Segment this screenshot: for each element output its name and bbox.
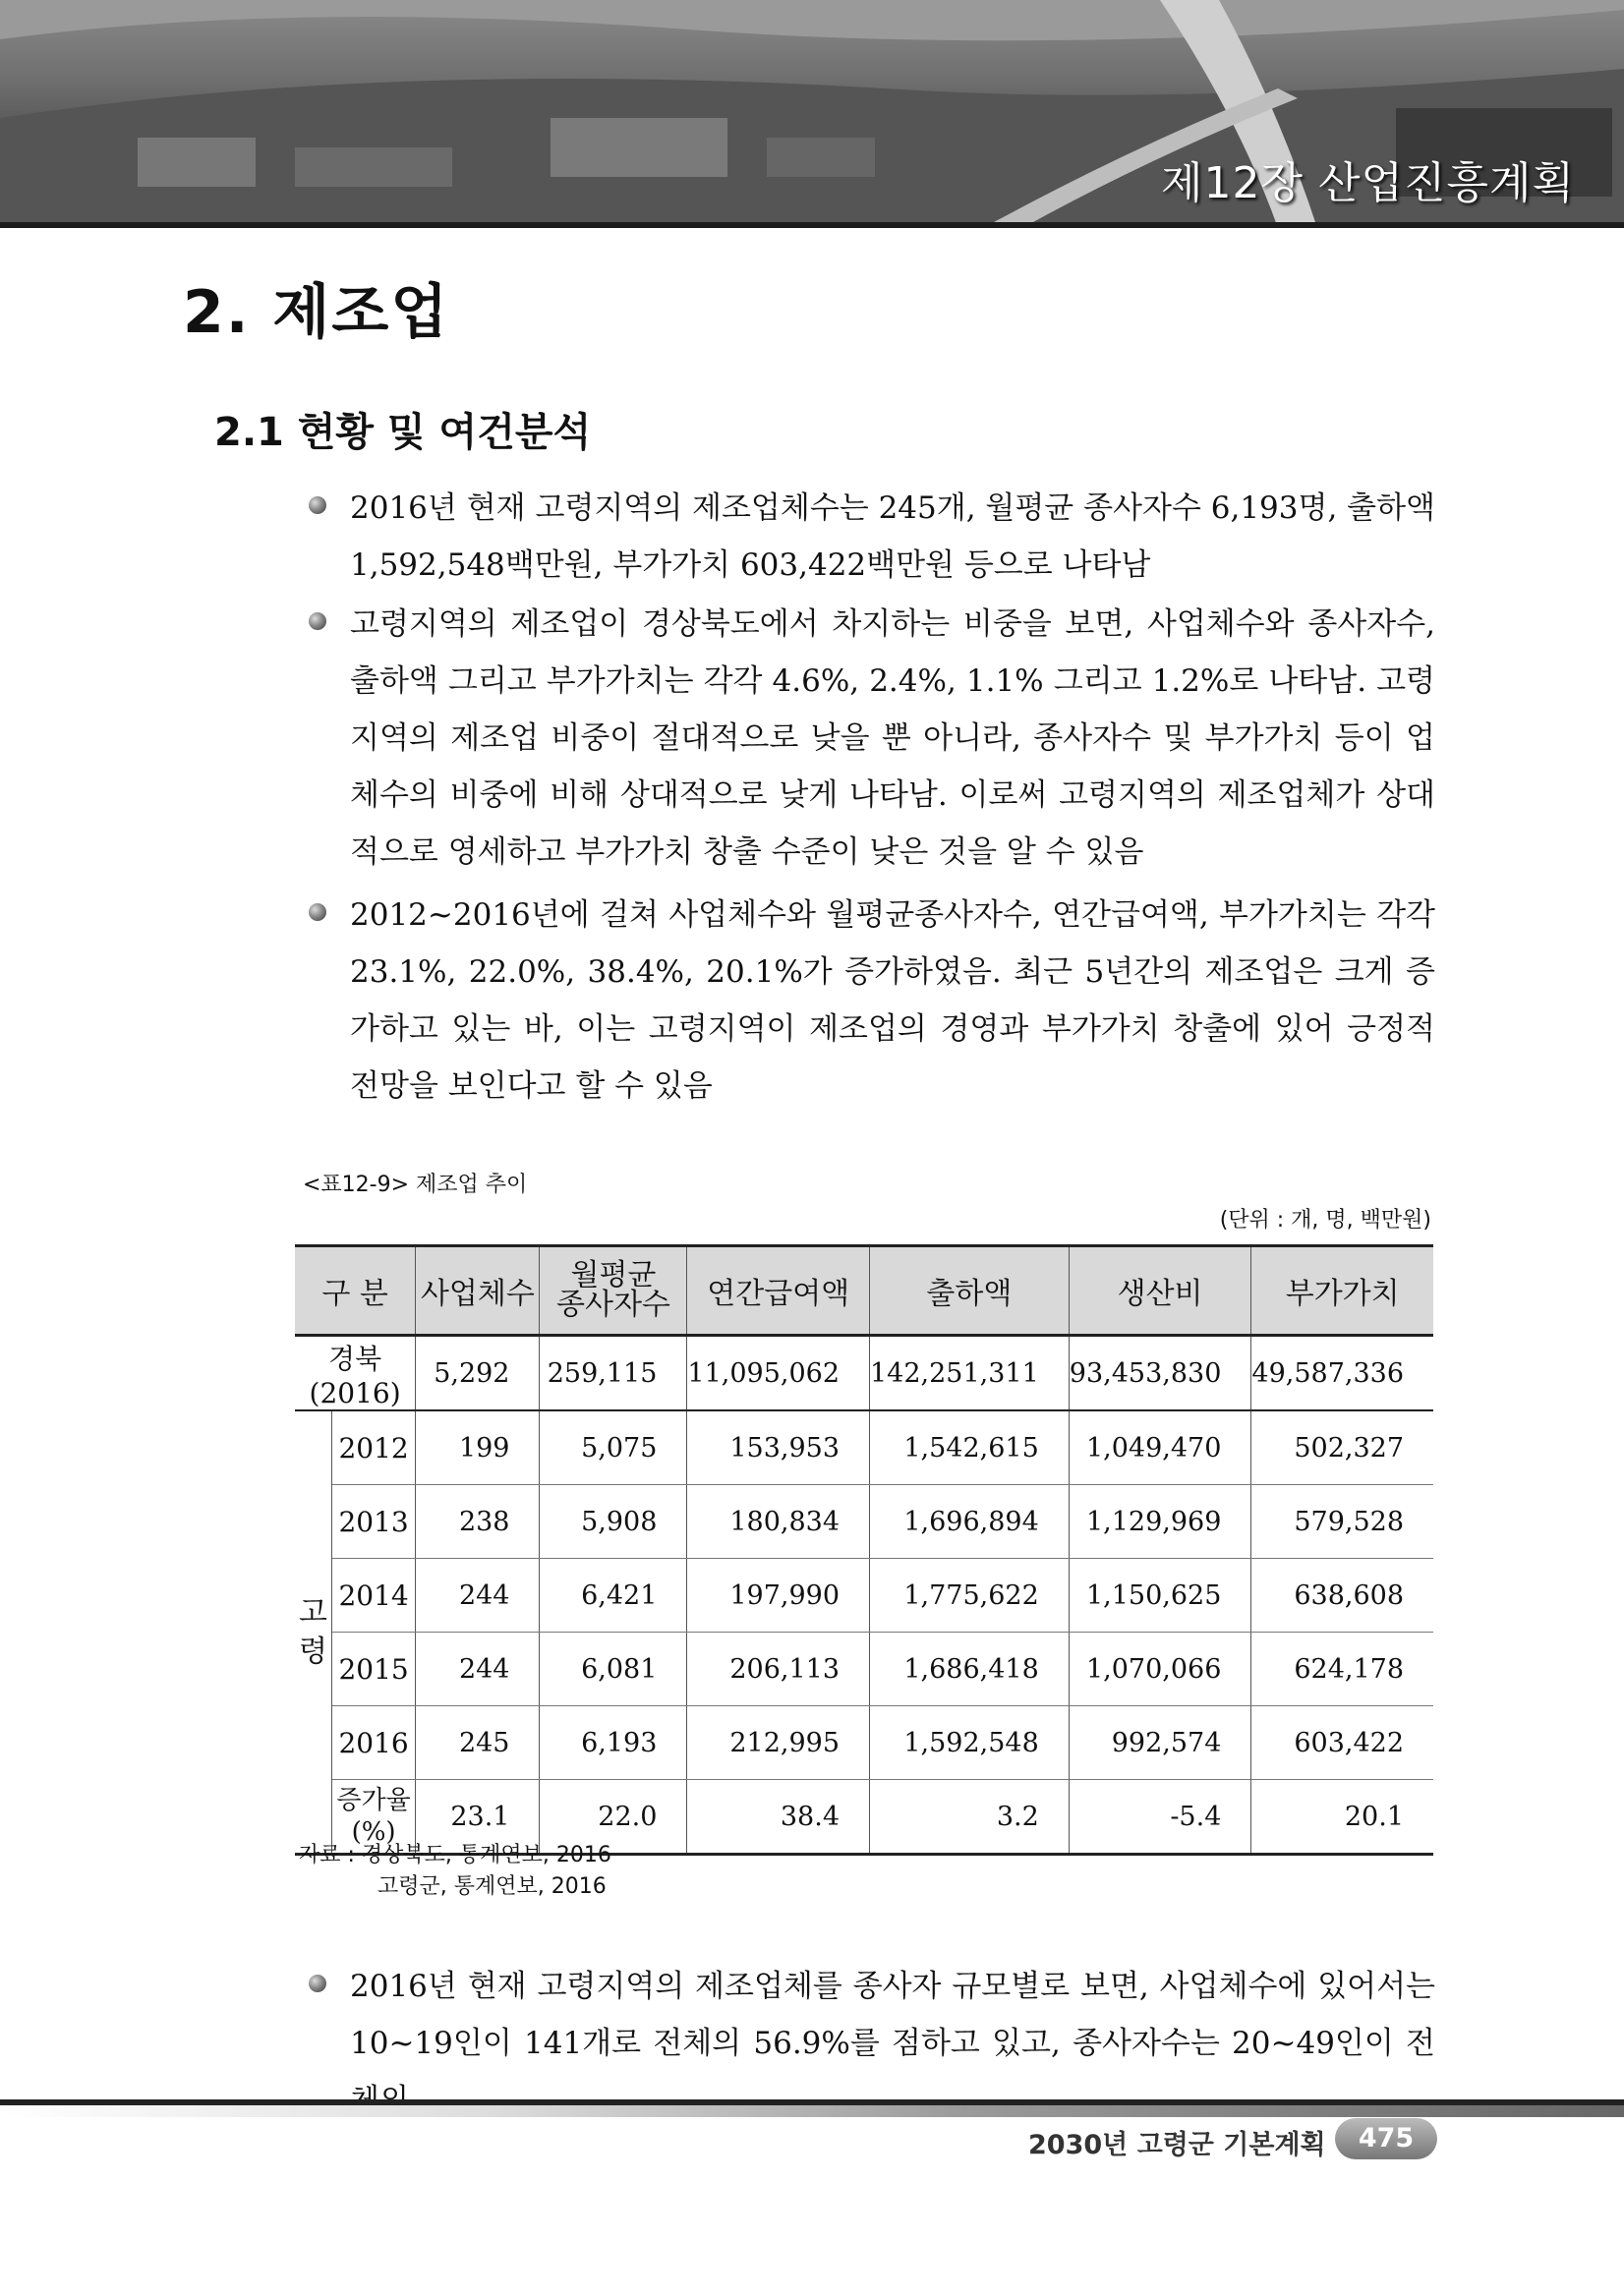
- header-divider: [0, 222, 1624, 228]
- table-cell: 1,070,066: [1069, 1633, 1251, 1706]
- table-cell: 245: [416, 1706, 540, 1780]
- table-row: [295, 1559, 1433, 1633]
- table-cell: 1,542,615: [870, 1410, 1070, 1485]
- table-row: [295, 1633, 1433, 1706]
- page-number-badge: 475: [1335, 2118, 1437, 2159]
- footer-shade: [0, 2105, 1624, 2117]
- table-cell: 180,834: [687, 1485, 870, 1559]
- table-cell: 1,129,969: [1069, 1485, 1251, 1559]
- table-cell: 244: [416, 1559, 540, 1633]
- table-header-row: [295, 1246, 1433, 1336]
- bullet-paragraph: [309, 480, 1435, 594]
- side-label-char: 고: [298, 1594, 327, 1630]
- table-cell: 38.4: [687, 1780, 870, 1855]
- table-cell: 3.2: [870, 1780, 1070, 1855]
- row-year: 2012: [331, 1410, 415, 1485]
- table-cell: 11,095,062: [687, 1336, 870, 1411]
- row-year: 2015: [331, 1633, 415, 1706]
- table-cell: 624,178: [1251, 1633, 1433, 1706]
- table-cell: 5,075: [540, 1410, 687, 1485]
- table-source: [299, 1840, 611, 1903]
- table-cell: 5,292: [416, 1336, 540, 1411]
- table-cell: 1,049,470: [1069, 1410, 1251, 1485]
- table-cell: 206,113: [687, 1633, 870, 1706]
- table-cell: 5,908: [540, 1485, 687, 1559]
- table-row: [295, 1706, 1433, 1780]
- header-production-cost: 생산비: [1069, 1246, 1251, 1336]
- source-line: 자료 : 경상북도, 통계연보, 2016: [299, 1843, 611, 1867]
- paragraph-text: 2012~2016년에 걸쳐 사업체수와 월평균종사자수, 연간급여액, 부가가치는 각각 23.1%, 22.0%, 38.4%, 20.1%가 증가하였음. 최근 5년간의 제조업은 크게 증가하고 있는 바, 이는 고령지역이 제조업의 경영과 부가가치 창출에 있어 긍정적 전망을 보인다고 할 수 있음: [350, 897, 1435, 1104]
- table-cell: 1,686,418: [870, 1633, 1070, 1706]
- table-cell: 259,115: [540, 1336, 687, 1411]
- table-row-gyeongbuk: [295, 1336, 1433, 1411]
- chapter-title: 제12장 산업진흥계획: [1160, 158, 1575, 208]
- table-cell: 1,696,894: [870, 1485, 1070, 1559]
- header-value-added: 부가가치: [1251, 1246, 1433, 1336]
- table-cell: 22.0: [540, 1780, 687, 1855]
- header-employees: [540, 1246, 687, 1336]
- table-cell: 238: [416, 1485, 540, 1559]
- table-cell: 244: [416, 1633, 540, 1706]
- table-row: [295, 1410, 1433, 1485]
- bullet-icon: [309, 612, 326, 630]
- bullet-paragraph: [309, 887, 1435, 1115]
- table-cell: 6,081: [540, 1633, 687, 1706]
- table-cell: -5.4: [1069, 1780, 1251, 1855]
- growth-label-line1: 증가율: [336, 1786, 411, 1815]
- table-cell: 153,953: [687, 1410, 870, 1485]
- bullet-icon: [309, 496, 326, 514]
- table-cell: 992,574: [1069, 1706, 1251, 1780]
- row-year: 2013: [331, 1485, 415, 1559]
- header-banner: [0, 0, 1624, 228]
- bullet-paragraph: [309, 596, 1435, 881]
- header-annual-wages: 연간급여액: [687, 1246, 870, 1336]
- subsection-title: 2.1 현황 및 여건분석: [214, 410, 592, 455]
- header-shipments: 출하액: [870, 1246, 1070, 1336]
- header-category: 구 분: [295, 1246, 416, 1336]
- growth-label-line2: (%): [351, 1817, 396, 1847]
- table-cell: 1,150,625: [1069, 1559, 1251, 1633]
- table-cell: 199: [416, 1410, 540, 1485]
- table-cell: 579,528: [1251, 1485, 1433, 1559]
- table-cell: 6,421: [540, 1559, 687, 1633]
- table-cell: 49,587,336: [1251, 1336, 1433, 1411]
- table-caption: <표12-9> 제조업 추이: [303, 1173, 528, 1197]
- goryeong-side-label: [295, 1410, 331, 1855]
- table-cell: 1,592,548: [870, 1706, 1070, 1780]
- header-employees-line2: 종사자수: [555, 1288, 670, 1322]
- bullet-icon: [309, 903, 326, 921]
- table-row: [295, 1485, 1433, 1559]
- table-cell: 93,453,830: [1069, 1336, 1251, 1411]
- table-cell: 142,251,311: [870, 1336, 1070, 1411]
- row-label: 경북(2016): [295, 1336, 416, 1411]
- table-cell: 6,193: [540, 1706, 687, 1780]
- source-line: 고령군, 통계연보, 2016: [377, 1874, 607, 1899]
- bullet-icon: [309, 1975, 326, 1992]
- table-cell: 20.1: [1251, 1780, 1433, 1855]
- header-employees-line1: 월평균: [570, 1258, 657, 1292]
- row-year: 2016: [331, 1706, 415, 1780]
- section-title: 2. 제조업: [183, 278, 450, 347]
- row-year: 2014: [331, 1559, 415, 1633]
- table-cell: 638,608: [1251, 1559, 1433, 1633]
- table-cell: 212,995: [687, 1706, 870, 1780]
- table-cell: 23.1: [416, 1780, 540, 1855]
- paragraph-text: 고령지역의 제조업이 경상북도에서 차지하는 비중을 보면, 사업체수와 종사자수, 출하액 그리고 부가가치는 각각 4.6%, 2.4%, 1.1% 그리고 1.2%로 나타남. 고령지역의 제조업 비중이 절대적으로 낮을 뿐 아니라, 종사자수 및 부가가치 등이 업체수의 비중에 비해 상대적으로 낮게 나타남. 이로써 고령지역의 제조업체가 상대적으로 영세하고 부가가치 창출 수준이 낮은 것을 알 수 있음: [350, 606, 1435, 870]
- footer-book-title: 2030년 고령군 기본계획: [1028, 2130, 1326, 2160]
- table-cell: 603,422: [1251, 1706, 1433, 1780]
- table-cell: 502,327: [1251, 1410, 1433, 1485]
- manufacturing-trend-table: [295, 1244, 1433, 1856]
- paragraph-text: 2016년 현재 고령지역의 제조업체를 종사자 규모별로 보면, 사업체수에 있어서는 10~19인이 141개로 전체의 56.9%를 점하고 있고, 종사자수는 20~49인이 전: [350, 1969, 1435, 2061]
- header-establishments: 사업체수: [416, 1246, 540, 1336]
- side-label-char: 령: [298, 1634, 327, 1669]
- table-cell: 1,775,622: [870, 1559, 1070, 1633]
- table-cell: 197,990: [687, 1559, 870, 1633]
- paragraph-text: 2016년 현재 고령지역의 제조업체수는 245개, 월평균 종사자수 6,193명, 출하액 1,592,548백만원, 부가가치 603,422백만원 등으로 나타남: [350, 490, 1435, 583]
- table-unit: (단위 : 개, 명, 백만원): [1219, 1208, 1431, 1233]
